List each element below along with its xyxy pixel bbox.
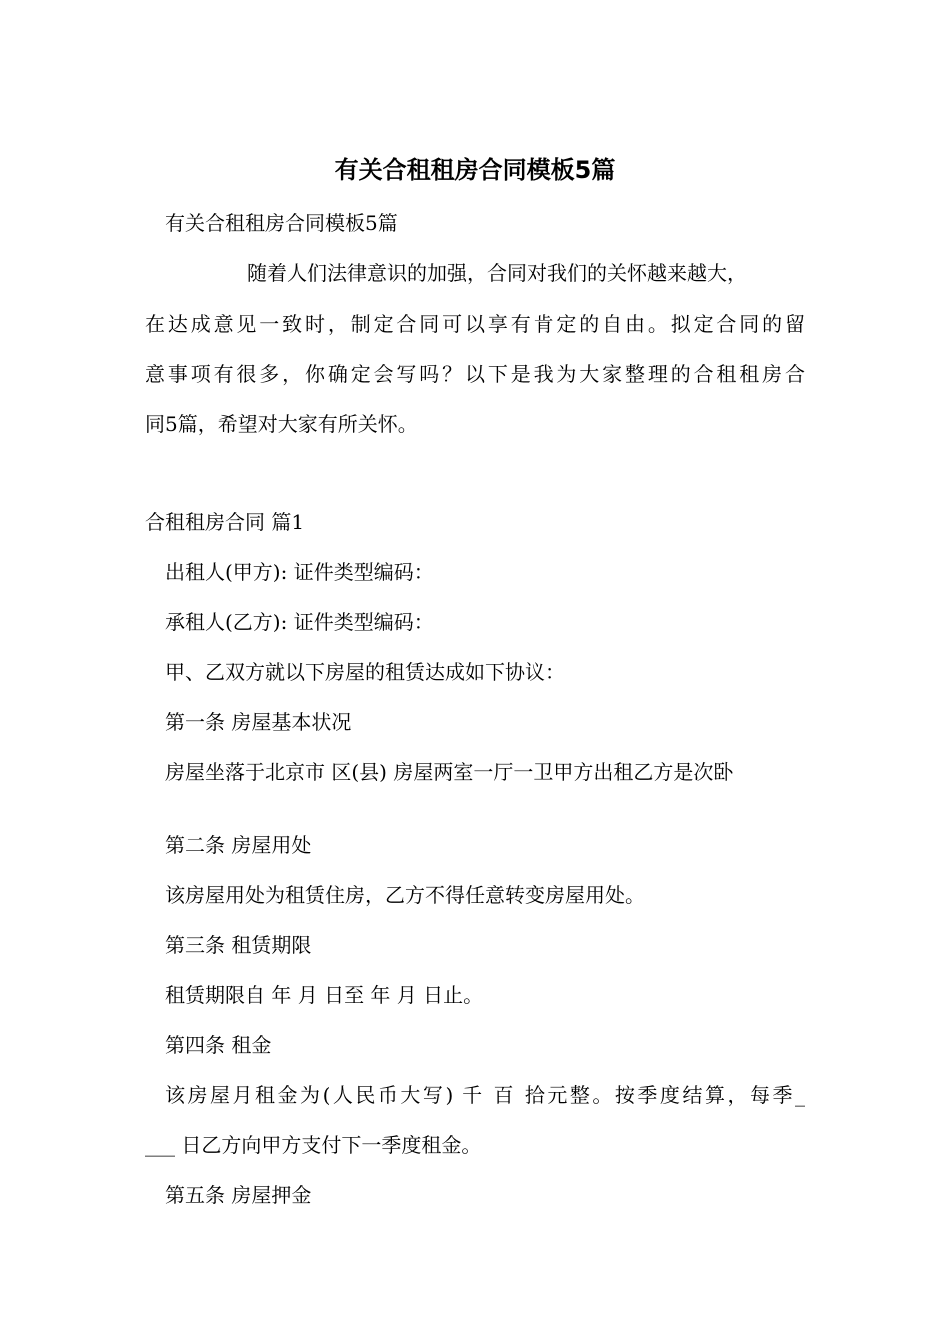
article-4-text-line-2: ___ 日乙方向甲方支付下一季度租金。 — [145, 1133, 482, 1157]
document-title: 有关合租租房合同模板5篇 — [334, 156, 616, 184]
article-2-text: 该房屋用处为租赁住房，乙方不得任意转变房屋用处。 — [165, 883, 645, 907]
intro-line-1: 随着人们法律意识的加强，合同对我们的关怀越来越大， — [247, 261, 747, 285]
lessor-line: 出租人(甲方): 证件类型编码： — [165, 560, 434, 584]
intro-line-4: 同5篇，希望对大家有所关怀。 — [145, 412, 418, 436]
intro-line-3: 意事项有很多，你确定会写吗？以下是我为大家整理的合租租房合 — [145, 362, 805, 386]
intro-line-2: 在达成意见一致时，制定合同可以享有肯定的自由。拟定合同的留 — [145, 312, 805, 336]
article-3-title: 第三条 租赁期限 — [165, 933, 312, 957]
article-4-text-line-1: 该房屋月租金为(人民币大写) 千 百 拾元整。按季度结算，每季_ — [165, 1083, 805, 1107]
document-subtitle: 有关合租租房合同模板5篇 — [165, 211, 398, 235]
article-4-title: 第四条 租金 — [165, 1033, 272, 1057]
article-3-text: 租赁期限自 年 月 日至 年 月 日止。 — [165, 983, 484, 1007]
agreement-line: 甲、乙双方就以下房屋的租赁达成如下协议： — [165, 660, 565, 684]
section-1-heading: 合租租房合同 篇1 — [145, 510, 305, 534]
article-2-title: 第二条 房屋用处 — [165, 833, 312, 857]
lessee-line: 承租人(乙方): 证件类型编码： — [165, 610, 434, 634]
article-5-title: 第五条 房屋押金 — [165, 1183, 312, 1207]
article-1-title: 第一条 房屋基本状况 — [165, 710, 352, 734]
article-1-text: 房屋坐落于北京市 区(县) 房屋两室一厅一卫甲方出租乙方是次卧 — [165, 760, 734, 784]
